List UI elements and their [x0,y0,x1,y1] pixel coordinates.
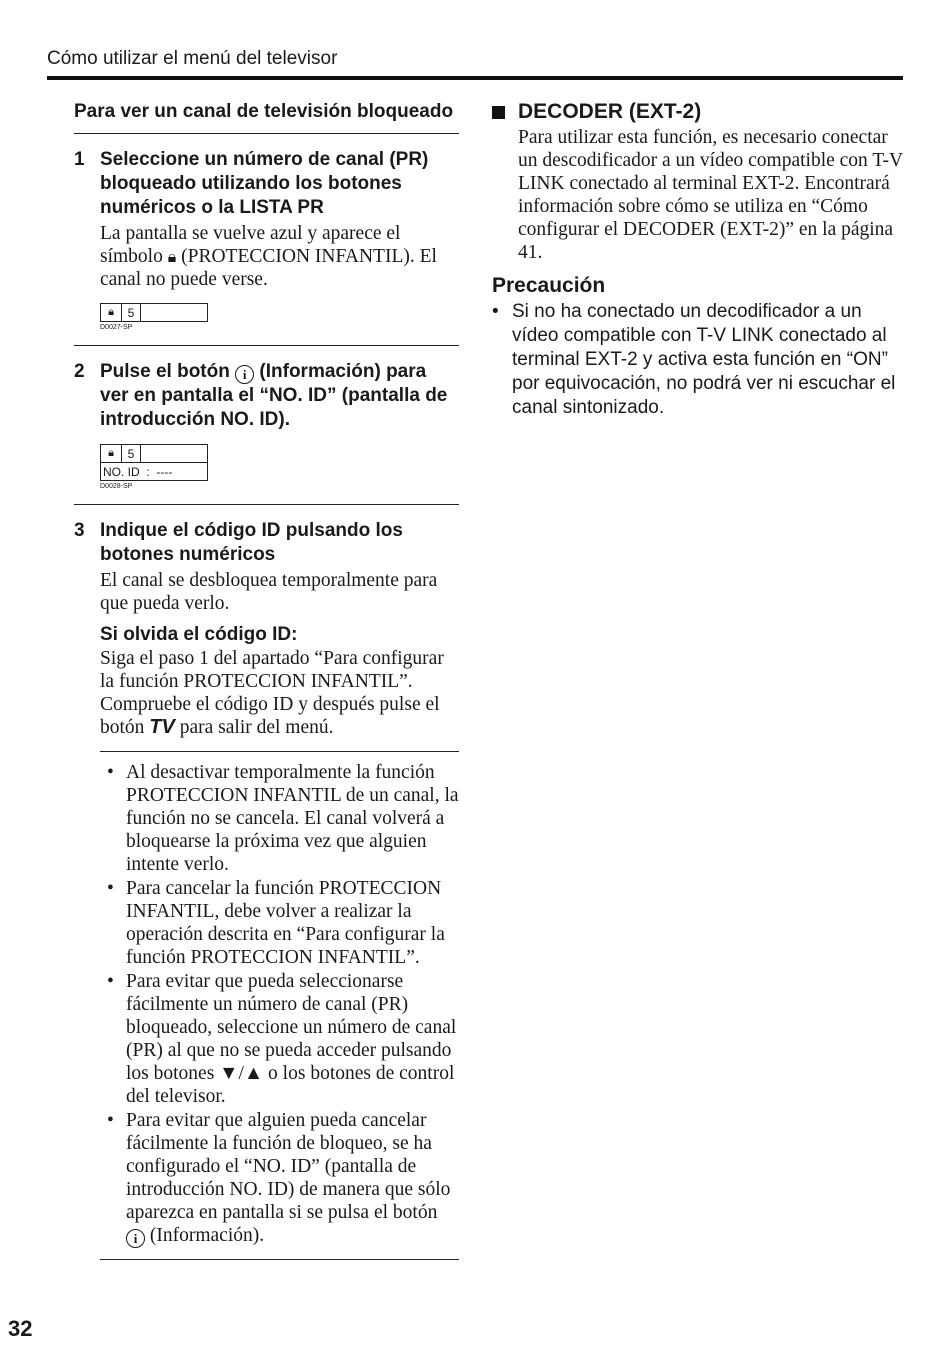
osd-locked-channel [100,303,208,322]
osd-channel: 5 [122,304,141,321]
decoder-heading: DECODER (EXT-2) [492,100,904,124]
page-header-title: Cómo utilizar el menú del televisor [47,48,338,69]
lock-icon: 🔒︎ [167,247,177,266]
step-body: El canal se desbloquea temporalmente para que pueda verlo. [100,570,438,614]
lock-icon: 🔒︎ [101,445,122,462]
info-icon: i [126,1229,145,1248]
list-item: • Si no ha conectado un decodificador a un vídeo compatible con T-V LINK conectado al terminal EXT-2 y activa esta función en “ON” por equivocación, no podrá ver ni escuchar el canal sintonizado. [492,300,904,420]
step-3 [74,505,459,751]
header-rule [47,76,903,80]
osd-id-line: NO. ID : ---- [103,464,173,479]
precaution-heading: Precaución [492,274,606,297]
step-number: 3 [74,520,85,541]
osd-id-entry [100,444,208,481]
step-body: La pantalla se vuelve azul y aparece el símbolo 🔒︎ (PROTECCION INFANTIL). El canal no puede verse. [100,223,437,290]
osd-channel: 5 [122,445,141,462]
step-title: Pulse el botón i (Información) para ver en pantalla el “NO. ID” (pantalla de introducción NO. ID). [100,361,448,430]
step-1 [74,134,459,345]
step-title: Seleccione un número de canal (PR) bloqueado utilizando los botones numéricos o la LISTA PR [100,149,429,218]
list-item: • Para evitar que alguien pueda cancelar fácilmente la función de bloqueo, se ha configurado el “NO. ID” (pantalla de introducción NO. ID) de manera que sólo aparezca en pantalla si se pulsa el botón i (Información). [100,1109,459,1248]
right-column [492,100,904,420]
tv-button-icon: TV [149,716,175,738]
info-icon: i [235,365,254,384]
section-heading: Para ver un canal de televisión bloqueado [74,101,454,122]
decoder-body: Para utilizar esta función, es necesario conectar un descodificador a un vídeo compatible con T-V LINK conectado al terminal EXT-2. Encontrará información sobre cómo se utiliza en “Cómo configurar el DECODER (EXT-2)” en la página 41. [518,127,903,263]
notes-divider [100,1259,459,1260]
list-item: • Para evitar que pueda seleccionarse fácilmente un número de canal (PR) bloqueado, seleccione un número de canal (PR) al que no se pueda acceder pulsando los botones ▼/▲ o los botones de control del televisor. [100,970,459,1108]
left-column [74,100,459,1260]
lock-icon: 🔒︎ [101,304,122,321]
step-2 [74,346,459,504]
notes-list [100,752,459,1259]
figure-code: D0027-SP [100,324,133,331]
figure-code: D0028-SP [100,483,133,490]
sub-body: Siga el paso 1 del apartado “Para configurar la función PROTECCION INFANTIL”. Compruebe el código ID y después pulse el botón TV para salir del menú. [100,648,444,738]
list-item: • Para cancelar la función PROTECCION INFANTIL, debe volver a realizar la operación descrita en “Para configurar la función PROTECCION INFANTIL”. [100,877,459,969]
page-number: 32 [8,1316,33,1341]
precaution-list [492,300,904,420]
square-bullet-icon [492,106,505,119]
step-number: 2 [74,361,85,382]
list-item: • Al desactivar temporalmente la función PROTECCION INFANTIL de un canal, la función no se cancela. El canal volverá a bloquearse la próxima vez que alguien intente verlo. [100,761,459,876]
sub-heading: Si olvida el código ID: [100,624,298,645]
step-number: 1 [74,149,85,170]
step-title: Indique el código ID pulsando los botones numéricos [100,520,403,565]
